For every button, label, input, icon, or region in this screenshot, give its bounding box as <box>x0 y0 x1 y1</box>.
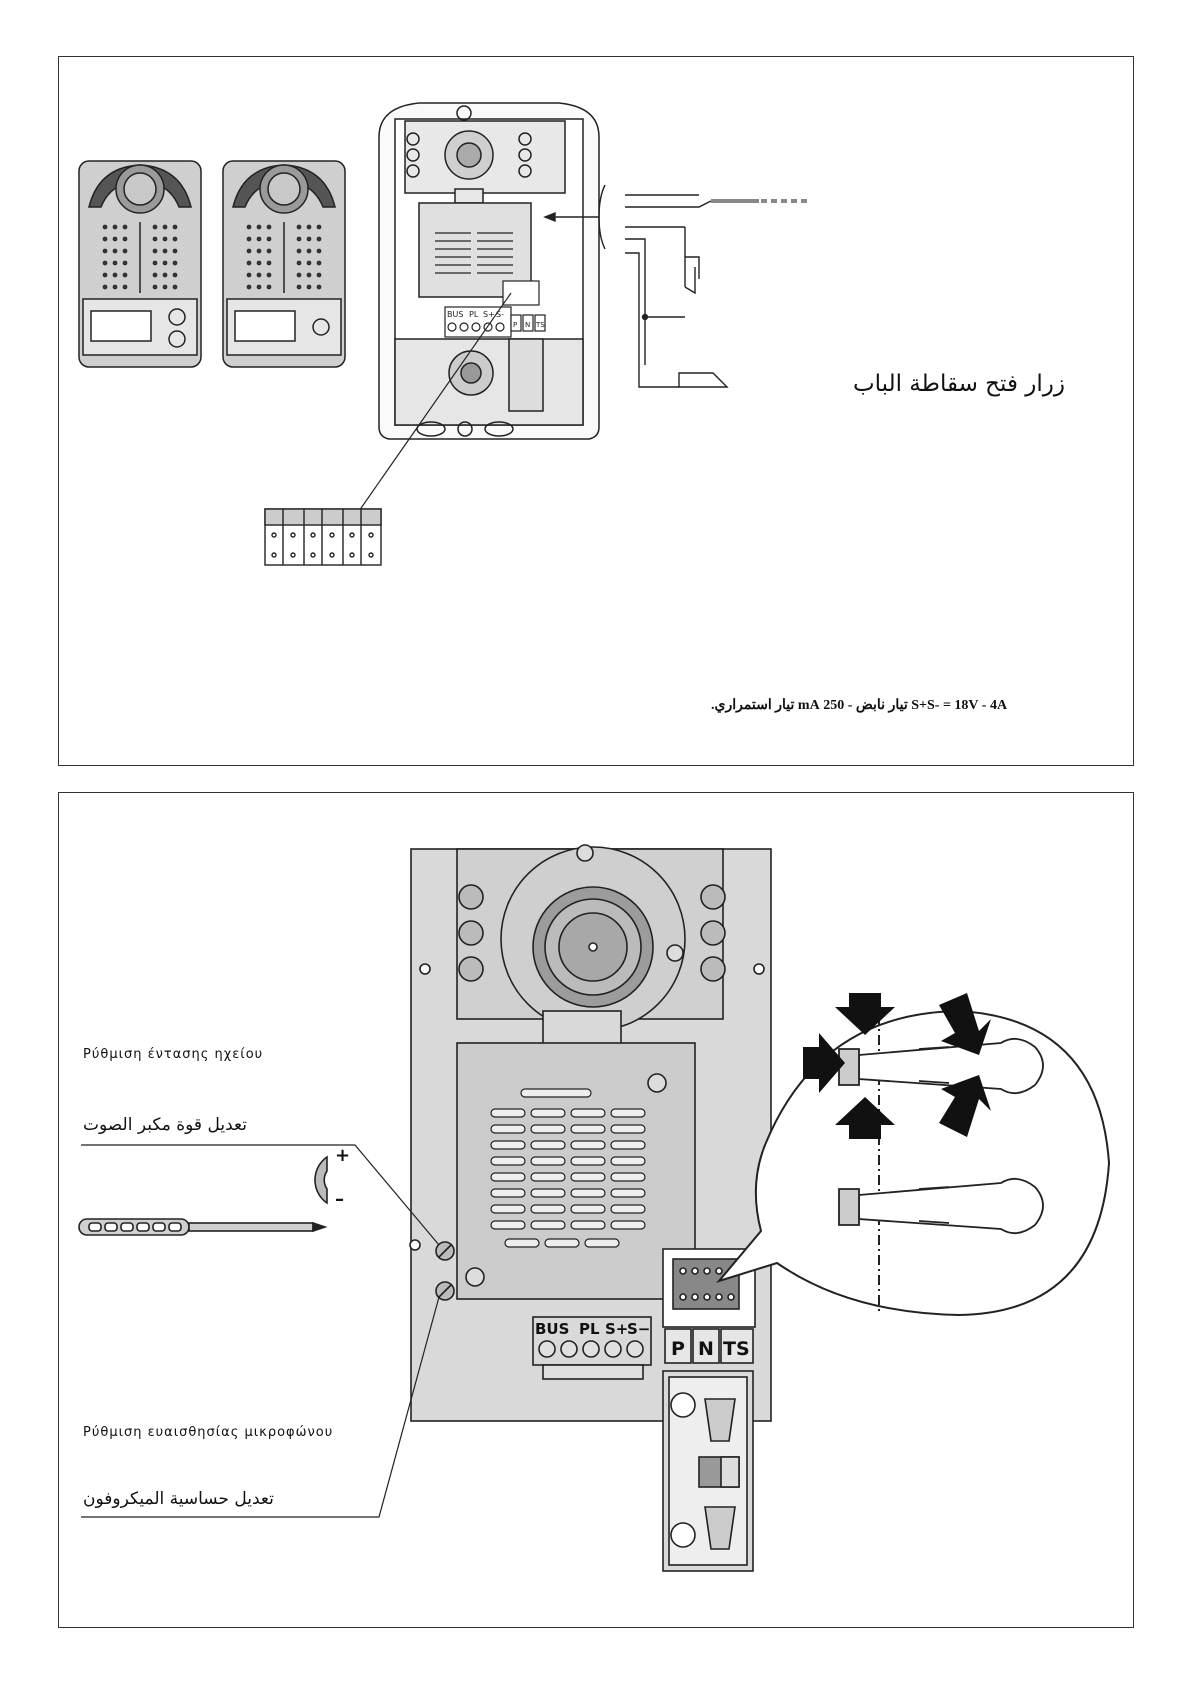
door-station-rear <box>379 103 599 439</box>
terminal-bus-label: BUS <box>535 1320 570 1338</box>
door-lock-button-label: زرار فتح سقاطة الباب <box>853 371 1065 397</box>
wiring-diagram <box>59 57 1135 767</box>
selector-n-label: N <box>698 1338 714 1360</box>
rear-terminal-pl: PL <box>469 310 479 319</box>
mic-sensitivity-label-arabic: تعديل حساسية الميكروفون <box>83 1489 274 1509</box>
door-station-front-2-buttons <box>227 299 341 355</box>
speaker-volume-label-arabic: تعديل قوة مكبر الصوت <box>83 1115 247 1135</box>
selector-p-label: P <box>671 1338 685 1360</box>
terminal-sminus-label: S− <box>627 1320 651 1338</box>
door-station-front-1-buttons <box>83 299 197 355</box>
selector-ts-label: TS <box>723 1338 750 1360</box>
speaker-volume-label-greek: Ρύθμιση έντασης ηχείου <box>83 1047 264 1062</box>
bottom-panel <box>58 792 1134 1628</box>
lock-relay-module <box>663 1371 753 1571</box>
mic-sensitivity-label-greek: Ρύθμιση ευαισθησίας μικροφώνου <box>83 1425 334 1440</box>
rear-selector-ts: TS <box>536 321 545 329</box>
adjust-range-icon <box>315 1157 327 1203</box>
rear-selector-p: P <box>513 321 518 329</box>
top-panel <box>58 56 1134 766</box>
rear-terminal-splus: S+ <box>483 310 495 319</box>
rear-terminal-bus: BUS <box>447 310 464 319</box>
dip-switch-enlarged <box>265 509 381 565</box>
minus-sign: – <box>335 1189 344 1210</box>
terminal-pl-label: PL <box>579 1320 600 1338</box>
electrical-spec-note: S+S- = 18V - 4A تيار نابض - 250 mA تيار استمراري. <box>711 698 1008 713</box>
screwdriver-icon <box>79 1219 325 1235</box>
plus-sign: + <box>335 1145 351 1166</box>
rear-selector-n: N <box>525 321 531 329</box>
terminal-splus-label: S+ <box>605 1320 629 1338</box>
leader-lines <box>81 1145 439 1517</box>
rear-terminal-sminus: S- <box>496 310 504 319</box>
